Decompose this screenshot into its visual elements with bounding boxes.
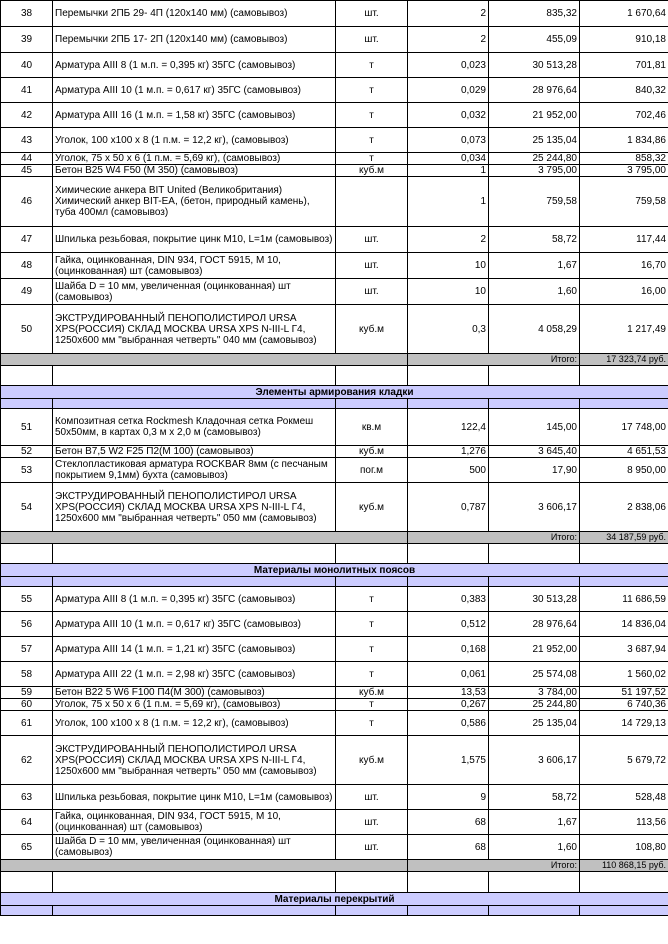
item-unit: пог.м — [336, 458, 408, 483]
band-cell — [580, 577, 668, 587]
blank-cell — [1, 366, 53, 386]
table-row — [1, 736, 668, 785]
item-quantity: 0,034 — [408, 153, 489, 165]
subtotal-row — [1, 354, 668, 366]
item-price: 25 135,04 — [489, 128, 580, 153]
table-row — [1, 253, 668, 279]
item-price: 21 952,00 — [489, 637, 580, 662]
item-quantity: 1 — [408, 165, 489, 177]
item-name: Бетон В25 W4 F50 (М 350) (самовывоз) — [53, 165, 336, 177]
blank-cell — [580, 544, 668, 564]
item-name: ЭКСТРУДИРОВАННЫЙ ПЕНОПОЛИСТИРОЛ URSA XPS(РОССИЯ) СКЛАД МОСКВА URSA XPS N-III-L Г4, 1250х600 мм "выбранная четверть" 050 мм (самовывоз) — [53, 483, 336, 532]
blank-cell — [580, 366, 668, 386]
blank-cell — [489, 872, 580, 893]
table-row — [1, 279, 668, 305]
item-unit: шт. — [336, 835, 408, 860]
item-total: 2 838,06 — [580, 483, 668, 532]
item-number: 44 — [1, 153, 53, 165]
table-row — [1, 687, 668, 699]
band-cell — [53, 577, 336, 587]
item-quantity: 13,53 — [408, 687, 489, 699]
item-total: 701,81 — [580, 53, 668, 78]
item-unit: т — [336, 587, 408, 612]
item-quantity: 122,4 — [408, 409, 489, 446]
section-header — [1, 893, 668, 906]
item-total: 17 748,00 — [580, 409, 668, 446]
table-row — [1, 637, 668, 662]
item-quantity: 68 — [408, 810, 489, 835]
item-total: 1 670,64 — [580, 1, 668, 27]
item-price: 17,90 — [489, 458, 580, 483]
item-total: 858,32 — [580, 153, 668, 165]
item-total: 910,18 — [580, 27, 668, 53]
table-row — [1, 587, 668, 612]
blank-cell — [53, 544, 336, 564]
item-number: 49 — [1, 279, 53, 305]
section-title: Элементы армирования кладки — [1, 386, 668, 399]
section-title: Материалы перекрытий — [1, 893, 668, 906]
item-name: Перемычки 2ПБ 29- 4П (120х140 мм) (самовывоз) — [53, 1, 336, 27]
subtotal-label: Итого: — [408, 860, 580, 872]
item-name: Уголок, 100 х100 х 8 (1 п.м. = 12,2 кг), (самовывоз) — [53, 711, 336, 736]
subtotal-label: Итого: — [408, 532, 580, 544]
item-name: Бетон В7,5 W2 F25 П2(М 100) (самовывоз) — [53, 446, 336, 458]
band-cell — [489, 906, 580, 916]
table-row — [1, 153, 668, 165]
item-price: 3 606,17 — [489, 736, 580, 785]
item-unit: шт. — [336, 27, 408, 53]
item-name: Арматура АIII 8 (1 м.п. = 0,395 кг) 35ГС (самовывоз) — [53, 587, 336, 612]
item-number: 64 — [1, 810, 53, 835]
item-quantity: 1 — [408, 177, 489, 227]
blank-cell — [489, 366, 580, 386]
item-number: 45 — [1, 165, 53, 177]
band-cell — [1, 577, 53, 587]
item-name: Арматура АIII 8 (1 м.п. = 0,395 кг) 35ГС (самовывоз) — [53, 53, 336, 78]
item-price: 30 513,28 — [489, 53, 580, 78]
band-cell — [580, 399, 668, 409]
item-price: 1,60 — [489, 279, 580, 305]
item-number: 46 — [1, 177, 53, 227]
table-row — [1, 409, 668, 446]
item-name: Шпилька резьбовая, покрытие цинк М10, L=1м (самовывоз) — [53, 785, 336, 810]
item-total: 3 795,00 — [580, 165, 668, 177]
blank-cell — [1, 544, 53, 564]
item-unit: т — [336, 78, 408, 103]
table-row — [1, 446, 668, 458]
item-price: 4 058,29 — [489, 305, 580, 354]
item-total: 702,46 — [580, 103, 668, 128]
item-name: Шпилька резьбовая, покрытие цинк М10, L=1м (самовывоз) — [53, 227, 336, 253]
item-name: Арматура АIII 10 (1 м.п. = 0,617 кг) 35ГС (самовывоз) — [53, 78, 336, 103]
item-unit — [336, 177, 408, 227]
table-row — [1, 711, 668, 736]
table-row — [1, 165, 668, 177]
item-number: 59 — [1, 687, 53, 699]
item-quantity: 0,383 — [408, 587, 489, 612]
item-unit: т — [336, 662, 408, 687]
table-row — [1, 458, 668, 483]
item-price: 25 244,80 — [489, 153, 580, 165]
item-quantity: 0,061 — [408, 662, 489, 687]
subtotal-value: 110 868,15 руб. — [580, 860, 668, 872]
item-unit: куб.м — [336, 305, 408, 354]
band-cell — [53, 399, 336, 409]
item-quantity: 0,168 — [408, 637, 489, 662]
estimate-table-body — [1, 1, 668, 916]
subtotal-value: 34 187,59 руб. — [580, 532, 668, 544]
item-unit: шт. — [336, 1, 408, 27]
item-unit: куб.м — [336, 736, 408, 785]
blank-cell — [336, 366, 408, 386]
subtotal-row — [1, 532, 668, 544]
item-quantity: 0,073 — [408, 128, 489, 153]
item-name: Уголок, 75 х 50 х 6 (1 п.м. = 5,69 кг), (самовывоз) — [53, 699, 336, 711]
item-quantity: 10 — [408, 279, 489, 305]
item-name: Композитная сетка Rockmesh Кладочная сетка Рокмеш 50х50мм, в картах 0,3 м х 2,0 м (самовывоз) — [53, 409, 336, 446]
item-name: Стеклопластиковая арматура ROCKBAR 8мм (с песчаным покрытием 9,1мм) бухта (самовывоз) — [53, 458, 336, 483]
table-row — [1, 785, 668, 810]
item-name: Уголок, 75 х 50 х 6 (1 п.м. = 5,69 кг), (самовывоз) — [53, 153, 336, 165]
table-row — [1, 662, 668, 687]
item-unit: т — [336, 103, 408, 128]
item-price: 3 784,00 — [489, 687, 580, 699]
table-row — [1, 612, 668, 637]
item-number: 55 — [1, 587, 53, 612]
band-cell — [489, 399, 580, 409]
table-row — [1, 305, 668, 354]
item-unit: куб.м — [336, 687, 408, 699]
item-total: 16,00 — [580, 279, 668, 305]
item-total: 759,58 — [580, 177, 668, 227]
item-price: 30 513,28 — [489, 587, 580, 612]
item-unit: т — [336, 153, 408, 165]
item-price: 28 976,64 — [489, 78, 580, 103]
blank-cell — [53, 872, 336, 893]
table-row — [1, 810, 668, 835]
item-number: 56 — [1, 612, 53, 637]
item-price: 1,67 — [489, 810, 580, 835]
item-price: 25 135,04 — [489, 711, 580, 736]
item-unit: т — [336, 711, 408, 736]
item-price: 58,72 — [489, 785, 580, 810]
band-cell — [408, 577, 489, 587]
subtotal-value: 17 323,74 руб. — [580, 354, 668, 366]
item-unit: шт. — [336, 227, 408, 253]
item-number: 39 — [1, 27, 53, 53]
item-price: 28 976,64 — [489, 612, 580, 637]
blank-cell — [408, 544, 489, 564]
item-quantity: 1,276 — [408, 446, 489, 458]
item-price: 145,00 — [489, 409, 580, 446]
item-price: 25 574,08 — [489, 662, 580, 687]
item-total: 528,48 — [580, 785, 668, 810]
item-unit: т — [336, 612, 408, 637]
item-unit: т — [336, 699, 408, 711]
item-name: Химические анкера BIT United (Великобритания) Химический анкер BIT-EA, (бетон, природный камень), туба 400мл (самовывоз) — [53, 177, 336, 227]
item-number: 48 — [1, 253, 53, 279]
item-number: 62 — [1, 736, 53, 785]
item-unit: куб.м — [336, 165, 408, 177]
blank-cell — [336, 544, 408, 564]
item-total: 51 197,52 — [580, 687, 668, 699]
item-number: 57 — [1, 637, 53, 662]
table-row — [1, 699, 668, 711]
table-row — [1, 78, 668, 103]
item-number: 40 — [1, 53, 53, 78]
item-total: 8 950,00 — [580, 458, 668, 483]
item-total: 6 740,36 — [580, 699, 668, 711]
band-cell — [1, 399, 53, 409]
band-cell — [1, 906, 53, 916]
table-row — [1, 103, 668, 128]
item-price: 25 244,80 — [489, 699, 580, 711]
item-name: Гайка, оцинкованная, DIN 934, ГОСТ 5915, М 10, (оцинкованная) шт (самовывоз) — [53, 253, 336, 279]
item-total: 840,32 — [580, 78, 668, 103]
item-price: 759,58 — [489, 177, 580, 227]
item-price: 3 606,17 — [489, 483, 580, 532]
item-number: 47 — [1, 227, 53, 253]
item-total: 1 834,86 — [580, 128, 668, 153]
section-title: Материалы монолитных поясов — [1, 564, 668, 577]
blank-cell — [336, 872, 408, 893]
item-quantity: 0,023 — [408, 53, 489, 78]
item-quantity: 0,586 — [408, 711, 489, 736]
blank-row — [1, 872, 668, 893]
item-unit: куб.м — [336, 446, 408, 458]
item-total: 3 687,94 — [580, 637, 668, 662]
item-name: Арматура АIII 16 (1 м.п. = 1,58 кг) 35ГС (самовывоз) — [53, 103, 336, 128]
section-band-row — [1, 577, 668, 587]
item-number: 60 — [1, 699, 53, 711]
band-cell — [408, 399, 489, 409]
item-price: 1,60 — [489, 835, 580, 860]
item-total: 1 217,49 — [580, 305, 668, 354]
item-unit: шт. — [336, 279, 408, 305]
band-cell — [336, 399, 408, 409]
band-cell — [580, 906, 668, 916]
band-cell — [489, 577, 580, 587]
item-quantity: 9 — [408, 785, 489, 810]
table-row — [1, 177, 668, 227]
item-number: 61 — [1, 711, 53, 736]
item-name: Перемычки 2ПБ 17- 2П (120х140 мм) (самовывоз) — [53, 27, 336, 53]
blank-cell — [408, 872, 489, 893]
blank-cell — [489, 544, 580, 564]
item-name: Гайка, оцинкованная, DIN 934, ГОСТ 5915, М 10, (оцинкованная) шт (самовывоз) — [53, 810, 336, 835]
item-unit: шт. — [336, 785, 408, 810]
item-quantity: 0,512 — [408, 612, 489, 637]
blank-cell — [580, 872, 668, 893]
item-price: 3 645,40 — [489, 446, 580, 458]
item-name: Арматура АIII 10 (1 м.п. = 0,617 кг) 35ГС (самовывоз) — [53, 612, 336, 637]
blank-cell — [53, 366, 336, 386]
item-quantity: 10 — [408, 253, 489, 279]
item-name: Шайба D = 10 мм, увеличенная (оцинкованная) шт (самовывоз) — [53, 279, 336, 305]
section-header — [1, 386, 668, 399]
item-number: 65 — [1, 835, 53, 860]
item-total: 5 679,72 — [580, 736, 668, 785]
subtotal-row — [1, 860, 668, 872]
blank-row — [1, 544, 668, 564]
item-price: 455,09 — [489, 27, 580, 53]
item-unit: т — [336, 637, 408, 662]
item-total: 117,44 — [580, 227, 668, 253]
band-cell — [336, 906, 408, 916]
item-price: 58,72 — [489, 227, 580, 253]
item-name: ЭКСТРУДИРОВАННЫЙ ПЕНОПОЛИСТИРОЛ URSA XPS(РОССИЯ) СКЛАД МОСКВА URSA XPS N-III-L Г4, 1250х600 мм "выбранная четверть" 050 мм (самовывоз) — [53, 736, 336, 785]
item-total: 16,70 — [580, 253, 668, 279]
item-quantity: 0,787 — [408, 483, 489, 532]
item-unit: шт. — [336, 253, 408, 279]
table-row — [1, 53, 668, 78]
item-number: 54 — [1, 483, 53, 532]
item-number: 53 — [1, 458, 53, 483]
item-quantity: 500 — [408, 458, 489, 483]
item-number: 50 — [1, 305, 53, 354]
item-number: 43 — [1, 128, 53, 153]
item-quantity: 0,267 — [408, 699, 489, 711]
item-quantity: 1,575 — [408, 736, 489, 785]
item-total: 108,80 — [580, 835, 668, 860]
table-row — [1, 835, 668, 860]
item-total: 1 560,02 — [580, 662, 668, 687]
item-total: 14 836,04 — [580, 612, 668, 637]
item-number: 42 — [1, 103, 53, 128]
item-name: Бетон В22 5 W6 F100 П4(М 300) (самовывоз) — [53, 687, 336, 699]
item-quantity: 0,032 — [408, 103, 489, 128]
item-name: ЭКСТРУДИРОВАННЫЙ ПЕНОПОЛИСТИРОЛ URSA XPS(РОССИЯ) СКЛАД МОСКВА URSA XPS N-III-L Г4, 1250х600 мм "выбранная четверть" 040 мм (самовывоз) — [53, 305, 336, 354]
subtotal-spacer — [1, 860, 408, 872]
section-header — [1, 564, 668, 577]
item-number: 52 — [1, 446, 53, 458]
band-cell — [53, 906, 336, 916]
table-row — [1, 128, 668, 153]
item-quantity: 68 — [408, 835, 489, 860]
table-row — [1, 483, 668, 532]
item-unit: шт. — [336, 810, 408, 835]
item-price: 1,67 — [489, 253, 580, 279]
subtotal-spacer — [1, 354, 408, 366]
table-row — [1, 227, 668, 253]
item-quantity: 2 — [408, 227, 489, 253]
table-row — [1, 1, 668, 27]
item-number: 63 — [1, 785, 53, 810]
item-name: Шайба D = 10 мм, увеличенная (оцинкованная) шт (самовывоз) — [53, 835, 336, 860]
item-quantity: 0,3 — [408, 305, 489, 354]
subtotal-label: Итого: — [408, 354, 580, 366]
item-number: 51 — [1, 409, 53, 446]
blank-row — [1, 366, 668, 386]
item-name: Арматура АIII 14 (1 м.п. = 1,21 кг) 35ГС (самовывоз) — [53, 637, 336, 662]
item-price: 835,32 — [489, 1, 580, 27]
band-cell — [336, 577, 408, 587]
item-unit: куб.м — [336, 483, 408, 532]
blank-cell — [408, 366, 489, 386]
item-price: 21 952,00 — [489, 103, 580, 128]
item-number: 41 — [1, 78, 53, 103]
band-cell — [408, 906, 489, 916]
table-row — [1, 27, 668, 53]
subtotal-spacer — [1, 532, 408, 544]
item-unit: т — [336, 128, 408, 153]
item-quantity: 2 — [408, 27, 489, 53]
item-unit: т — [336, 53, 408, 78]
item-total: 113,56 — [580, 810, 668, 835]
item-quantity: 0,029 — [408, 78, 489, 103]
blank-cell — [1, 872, 53, 893]
section-band-row — [1, 399, 668, 409]
item-name: Арматура АIII 22 (1 м.п. = 2,98 кг) 35ГС (самовывоз) — [53, 662, 336, 687]
item-quantity: 2 — [408, 1, 489, 27]
item-price: 3 795,00 — [489, 165, 580, 177]
item-unit: кв.м — [336, 409, 408, 446]
item-number: 38 — [1, 1, 53, 27]
item-total: 14 729,13 — [580, 711, 668, 736]
item-total: 4 651,53 — [580, 446, 668, 458]
item-name: Уголок, 100 х100 х 8 (1 п.м. = 12,2 кг), (самовывоз) — [53, 128, 336, 153]
item-total: 11 686,59 — [580, 587, 668, 612]
item-number: 58 — [1, 662, 53, 687]
section-band-row — [1, 906, 668, 916]
